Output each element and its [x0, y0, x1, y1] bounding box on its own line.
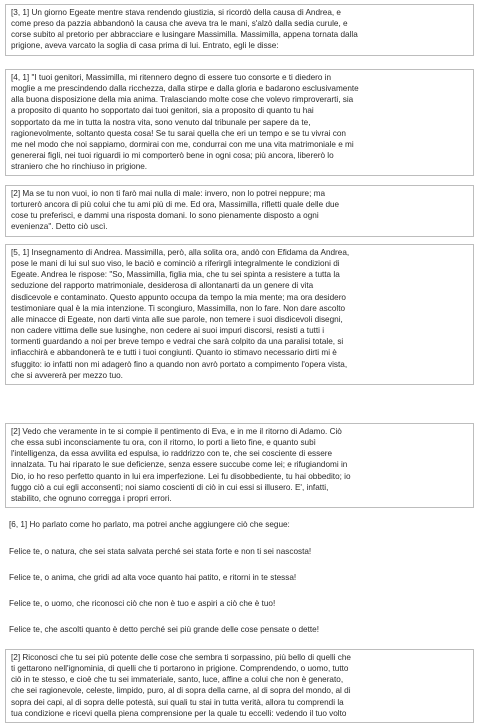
felice-line-anima: Felice te, o anima, che gridi ad alta voce quanto hai patito, e ritorni in te stessa! [9, 573, 297, 582]
felice-line-natura: Felice te, o natura, che sei stata salvata perché sei stata forte e non ti sei nascosta! [9, 547, 312, 556]
paragraph-5-1: [5, 1] Insegnamento di Andrea. Massimilla, però, alla solita ora, andò con Efidama da Andrea, pose le mani di lui sul suo viso, le baciò e cominciò a riferirgli integralmente le condizioni di Egeate. Andrea le rispose: "So, Massimilla, figlia mia, che tu sei spinta a resistere a tutta la seduzione del rapporto matrimoniale, desiderosa di allontanarti da un genere di vita disdicevole e contaminato. Questo appunto occupa da tempo la mia mente; ma ora desidero testimoniare qual è la mia intenzione. Ti scongiuro, Massimilla, non lo fare. Non dare ascolto alle minacce di Egeate, non darti vinta alle sue parole, non temere i suoi disdicevoli disegni, non cadere vittima delle sue lusinghe, non cedere ai suoi impuri discorsi, resisti a tutti i tormenti guardando a noi per breve tempo e vedrai che sarà colpito da una paralisi totale, si infiacchirà e abbandonerà te e tutti i tuoi congiunti. Quanto io stimavo necessario dirti mi è sfuggito: io infatti non mi adagerò fino a quando non avrò portato a compimento l'opera vista, che si avvererà per mezzo tuo. [5, 244, 474, 385]
paragraph-3-1: [3, 1] Un giorno Egeate mentre stava rendendo giustizia, si ricordò della causa di Andrea, e come preso da pazzia abbandonò la causa che aveva tra le mani, s'alzò dalla sedia curule, e corse subito al pretorio per abbracciare e lusingare Massimilla. Massimilla, appena tornata dalla prigione, aveva varcato la soglia di casa prima di lui. Entrato, egli le disse: [5, 4, 474, 56]
paragraph-4-2: [2] Ma se tu non vuoi, io non ti farò mai nulla di male: invero, non lo potrei neppure; ma torturerò ancora di più colui che tu ami più di me. Ed ora, Massimilla, rifletti quale delle due cose tu preferisci, e dammi una risposta domani. Io sono pienamente disposto a ogni evenienza". Detto ciò uscì. [5, 185, 474, 237]
paragraph-5-2: [2] Vedo che veramente in te si compie il pentimento di Eva, e in me il ritorno di Adamo. Ciò che essa subì inconsciamente tu ora, con il ritorno, lo porti a lieto fine, e quanto subì l'intelligenza, da essa avvilita ed espulsa, io raddrizzo con te, che sei cosciente di essere innalzata. Tu hai riparato le sue deficienze, senza essere succube come lei; e rifugiandomi in Dio, io ho reso perfetto quanto in lui era imperfezione. Lei fu disobbediente, tu hai obbedito; io fuggo ciò a cui egli acconsentì; noi siamo coscienti di ciò in cui essi si illusero. E', infatti, stabilito, che ognuno corregga i propri errori. [5, 423, 474, 508]
felice-line-ascolti: Felice te, che ascolti quanto è detto perché sei più grande delle cose pensate o dette! [9, 625, 319, 634]
paragraph-6-2: [2] Riconosci che tu sei più potente delle cose che sembra ti sorpassino, più bello di quelli che ti gettarono nell'ignominia, di quelli che ti portarono in prigione. Comprendendo, o uomo, tutto ciò in te stesso, e cioè che tu sei immateriale, santo, luce, affine a colui che non è generato, che sei ragionevole, celeste, limpido, puro, al di sopra della carne, al di sopra del mondo, al di sopra dei capi, al di sopra delle potestà, sui quali tu stai in tutta verità, allora tu comprendi la tua condizione e ricevi quella piena comprensione per la quale tu eccelli: vedendo il tuo volto [5, 649, 474, 723]
felice-line-uomo: Felice te, o uomo, che riconosci ciò che non è tuo e aspiri a ciò che è tuo! [9, 599, 276, 608]
paragraph-6-1: [6, 1] Ho parlato come ho parlato, ma potrei anche aggiungere ciò che segue: [9, 520, 290, 529]
paragraph-4-1: [4, 1] "I tuoi genitori, Massimilla, mi ritennero degno di essere tuo consorte e ti diedero in moglie a me prescindendo dalla ricchezza, dalla stirpe e dalla gloria e badarono esclusivamente alla buona disposizione della mia anima. Tralasciando molte cose che volevo rimproverarti, sia a proposito di quanto ho sopportato dai tuoi genitori, sia a proposito di quanto tu hai sopportato da me in tutta la nostra vita, sono venuto dal tribunale per sapere da te, ragionevolmente, soltanto questa cosa! Se tu sarai quella che eri un tempo e se tu vivrai con me nel modo che noi sappiamo, dormirai con me, condurrai con me una vita matrimoniale e mi genererai figli, nei tuoi riguardi io mi comporterò bene in ogni cosa; più ancora, libererò lo straniero che ho rinchiuso in prigione. [5, 69, 474, 176]
